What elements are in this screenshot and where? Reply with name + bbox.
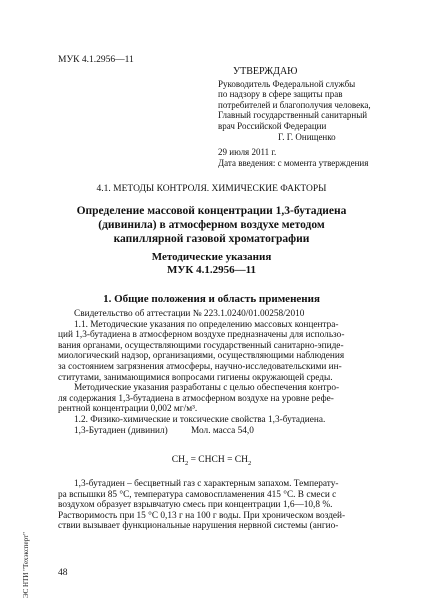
body-line: Растворимость при 15 °С 0,13 г на 100 г воды. При хроническом воздей- bbox=[58, 510, 346, 521]
body-line: ля содержания 1,3-бутадиена в атмосферном воздухе на уровне рефе- bbox=[58, 393, 334, 404]
page-number: 48 bbox=[58, 568, 68, 578]
body-line: Свидетельство об аттестации № 223.1.0240/01.00258/2010 bbox=[74, 309, 305, 319]
title-line: капиллярной газовой хроматографии bbox=[113, 233, 310, 245]
approval-line: Руководитель Федеральной службы bbox=[218, 78, 356, 89]
approval-title: УТВЕРЖДАЮ bbox=[233, 66, 298, 77]
body-text bbox=[58, 309, 395, 436]
body-line: Методические указания разработаны с целью обеспечения контро- bbox=[74, 383, 340, 394]
body-line: вания органами, осуществляющими государственный санитарно-эпиде- bbox=[58, 340, 344, 351]
watermark: ЭС НТИ "Техэксперт" bbox=[22, 532, 30, 598]
body-line: ра вспышки 85 °С, температура самовоспламенения 415 °С. В смеси с bbox=[58, 489, 337, 500]
approval-line: потребителей и благополучия человека, bbox=[218, 99, 371, 110]
chemical-formula bbox=[0, 455, 423, 467]
body-line: рентной концентрации 0,002 мг/м³. bbox=[58, 404, 198, 415]
body-line: 1.2. Физико-химические и токсические свойства 1,3-бутадиена. bbox=[74, 414, 326, 425]
title-line: (дивинила) в атмосферном воздухе методом bbox=[98, 219, 325, 231]
body-line: 1,3-бутадиен – бесцветный газ с характерным запахом. Температу- bbox=[74, 479, 339, 489]
guide-heading bbox=[0, 251, 423, 277]
approval-date: 29 июля 2011 г. bbox=[218, 147, 277, 158]
guide-code: МУК 4.1.2956—11 bbox=[166, 264, 257, 276]
approval-signatory: Г. Г. Онищенко bbox=[278, 131, 336, 142]
body-line: воздухом образует взрывчатую смесь при концентрации 1,6—10,8 %. bbox=[58, 500, 333, 511]
body-text-continued bbox=[58, 479, 395, 532]
formula-subscript: 2 bbox=[248, 459, 252, 467]
body-line: 1.1. Методические указания по определению массовых концентра- bbox=[74, 319, 339, 330]
section-heading: 4.1. МЕТОДЫ КОНТРОЛЯ. ХИМИЧЕСКИЕ ФАКТОРЫ bbox=[96, 184, 327, 194]
section1-heading: 1. Общие положения и область применения bbox=[103, 293, 320, 305]
body-line: за состоянием загрязнения атмосферы, научно-исследовательскими ин- bbox=[58, 361, 342, 372]
approval-line: Главный государственный санитарный bbox=[218, 110, 368, 121]
title-line: Определение массовой концентрации 1,3-бутадиена bbox=[76, 205, 347, 217]
body-line: миологический надзор, организациями, осуществляющими наблюдения bbox=[58, 351, 345, 362]
body-line: ствии вызывает функциональные нарушения нервной системы (ангио- bbox=[58, 521, 339, 532]
body-line: ститутами, занимающимися вопросами гигиены окружающей среды. bbox=[58, 372, 333, 383]
body-line: ций 1,3-бутадиена в атмосферном воздухе предназначены для использо- bbox=[58, 330, 345, 341]
document-title bbox=[0, 204, 423, 246]
guide-line: Методические указания bbox=[151, 251, 272, 263]
body-line: 1,3-Бутадиен (дивинил) Мол. масса 54,0 bbox=[74, 425, 254, 436]
formula-subscript: 2 bbox=[184, 459, 189, 467]
approval-line: по надзору в сфере защиты прав bbox=[218, 89, 343, 100]
effective-date: Дата введения: с момента утверждения bbox=[218, 157, 369, 168]
document-code: МУК 4.1.2956—11 bbox=[58, 55, 134, 65]
approval-block bbox=[218, 67, 371, 168]
formula-part: = CHCH = CH bbox=[188, 455, 248, 465]
formula-part: CH bbox=[171, 455, 185, 465]
approval-line: врач Российской Федерации bbox=[218, 120, 327, 131]
